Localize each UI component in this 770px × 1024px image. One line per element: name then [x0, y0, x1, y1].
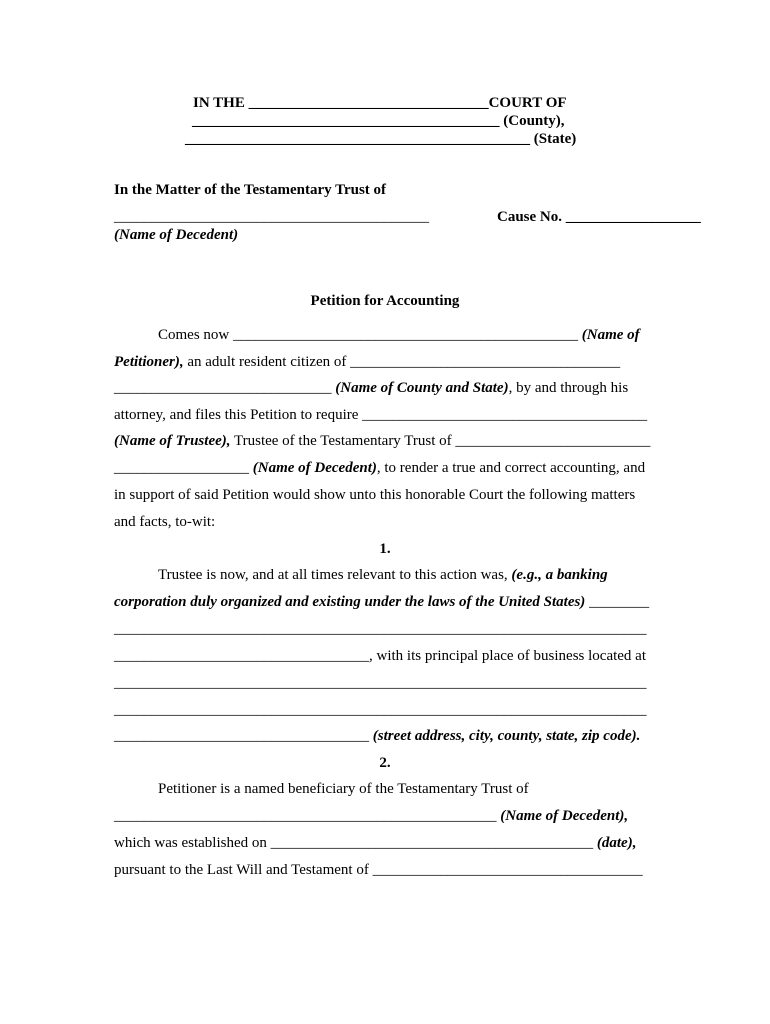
intro-line-1 — [158, 326, 640, 344]
section-1-line-1-emph: (e.g., a banking — [511, 567, 608, 583]
section-1-line-1-text: Trustee is now, and at all times relevant to this action was, — [158, 567, 512, 583]
intro-line-5-emph: (Name of Trustee), — [114, 433, 231, 449]
intro-line-6 — [114, 459, 645, 477]
section-2-line-4: pursuant to the Last Will and Testament of ____________________________________ — [114, 862, 643, 878]
section-1-line-4: __________________________________, with its principal place of business located at — [114, 648, 647, 664]
document-title: Petition for Accounting — [310, 293, 460, 309]
section-1-line-7 — [114, 727, 640, 745]
court-line-county: _________________________________________ (County), — [192, 113, 565, 129]
section-2-line-2 — [114, 807, 628, 825]
section-2-number: 2. — [379, 755, 391, 771]
section-1-line-2-emph: corporation duly organized and existing under the laws of the United States) — [114, 594, 586, 610]
section-1-line-2 — [114, 593, 649, 611]
court-line-state: ______________________________________________ (State) — [185, 131, 577, 147]
intro-line-8: and facts, to-wit: — [114, 514, 216, 530]
intro-line-3-text-b: , by and through his — [508, 380, 629, 396]
section-1-line-1 — [158, 566, 608, 584]
section-1-line-7-text: __________________________________ — [114, 728, 373, 744]
section-2-line-3-text: which was established on ___________________________________________ — [114, 835, 597, 851]
intro-line-3 — [114, 379, 628, 397]
section-1-line-2-text: ________ — [585, 594, 650, 610]
intro-line-1-emph: (Name of — [581, 327, 640, 343]
intro-line-4: attorney, and files this Petition to require ______________________________________ — [114, 407, 648, 423]
intro-line-2-emph: Petitioner), — [114, 354, 184, 370]
decedent-name-blank: __________________________________________ — [114, 209, 429, 225]
section-1-line-3: _______________________________________________________________________ — [114, 621, 647, 637]
intro-line-6-text-b: , to render a true and correct accounting, and — [376, 460, 646, 476]
intro-line-3-emph: (Name of County and State) — [335, 380, 509, 396]
intro-line-2 — [114, 353, 620, 371]
intro-line-5 — [114, 432, 650, 450]
section-2-line-1: Petitioner is a named beneficiary of the Testamentary Trust of — [158, 781, 529, 797]
cause-number: Cause No. __________________ — [497, 209, 701, 225]
section-1-line-7-emph: (street address, city, county, state, zip code). — [372, 728, 641, 744]
section-2-line-2-text: ___________________________________________________ — [114, 808, 501, 824]
section-2-line-2-emph: (Name of Decedent), — [500, 808, 629, 824]
decedent-label: (Name of Decedent) — [114, 227, 239, 243]
intro-line-1-text: Comes now ______________________________________________ — [158, 327, 582, 343]
section-1-line-5: _______________________________________________________________________ — [114, 675, 647, 691]
intro-line-3-text-a: _____________________________ — [114, 380, 336, 396]
intro-line-6-emph: (Name of Decedent) — [252, 460, 377, 476]
section-1-number: 1. — [379, 541, 391, 557]
section-2-line-3 — [114, 834, 636, 852]
intro-line-5-text: Trustee of the Testamentary Trust of __________________________ — [230, 433, 651, 449]
intro-line-7: in support of said Petition would show unto this honorable Court the following matters — [114, 487, 636, 503]
matter-title: In the Matter of the Testamentary Trust of — [114, 182, 387, 198]
court-line-1: IN THE ________________________________COURT OF — [193, 95, 567, 111]
section-2-line-3-emph: (date), — [596, 835, 637, 851]
section-1-line-6: _______________________________________________________________________ — [114, 702, 647, 718]
intro-line-2-text: an adult resident citizen of ____________________________________ — [183, 354, 621, 370]
intro-line-6-text-a: __________________ — [114, 460, 253, 476]
